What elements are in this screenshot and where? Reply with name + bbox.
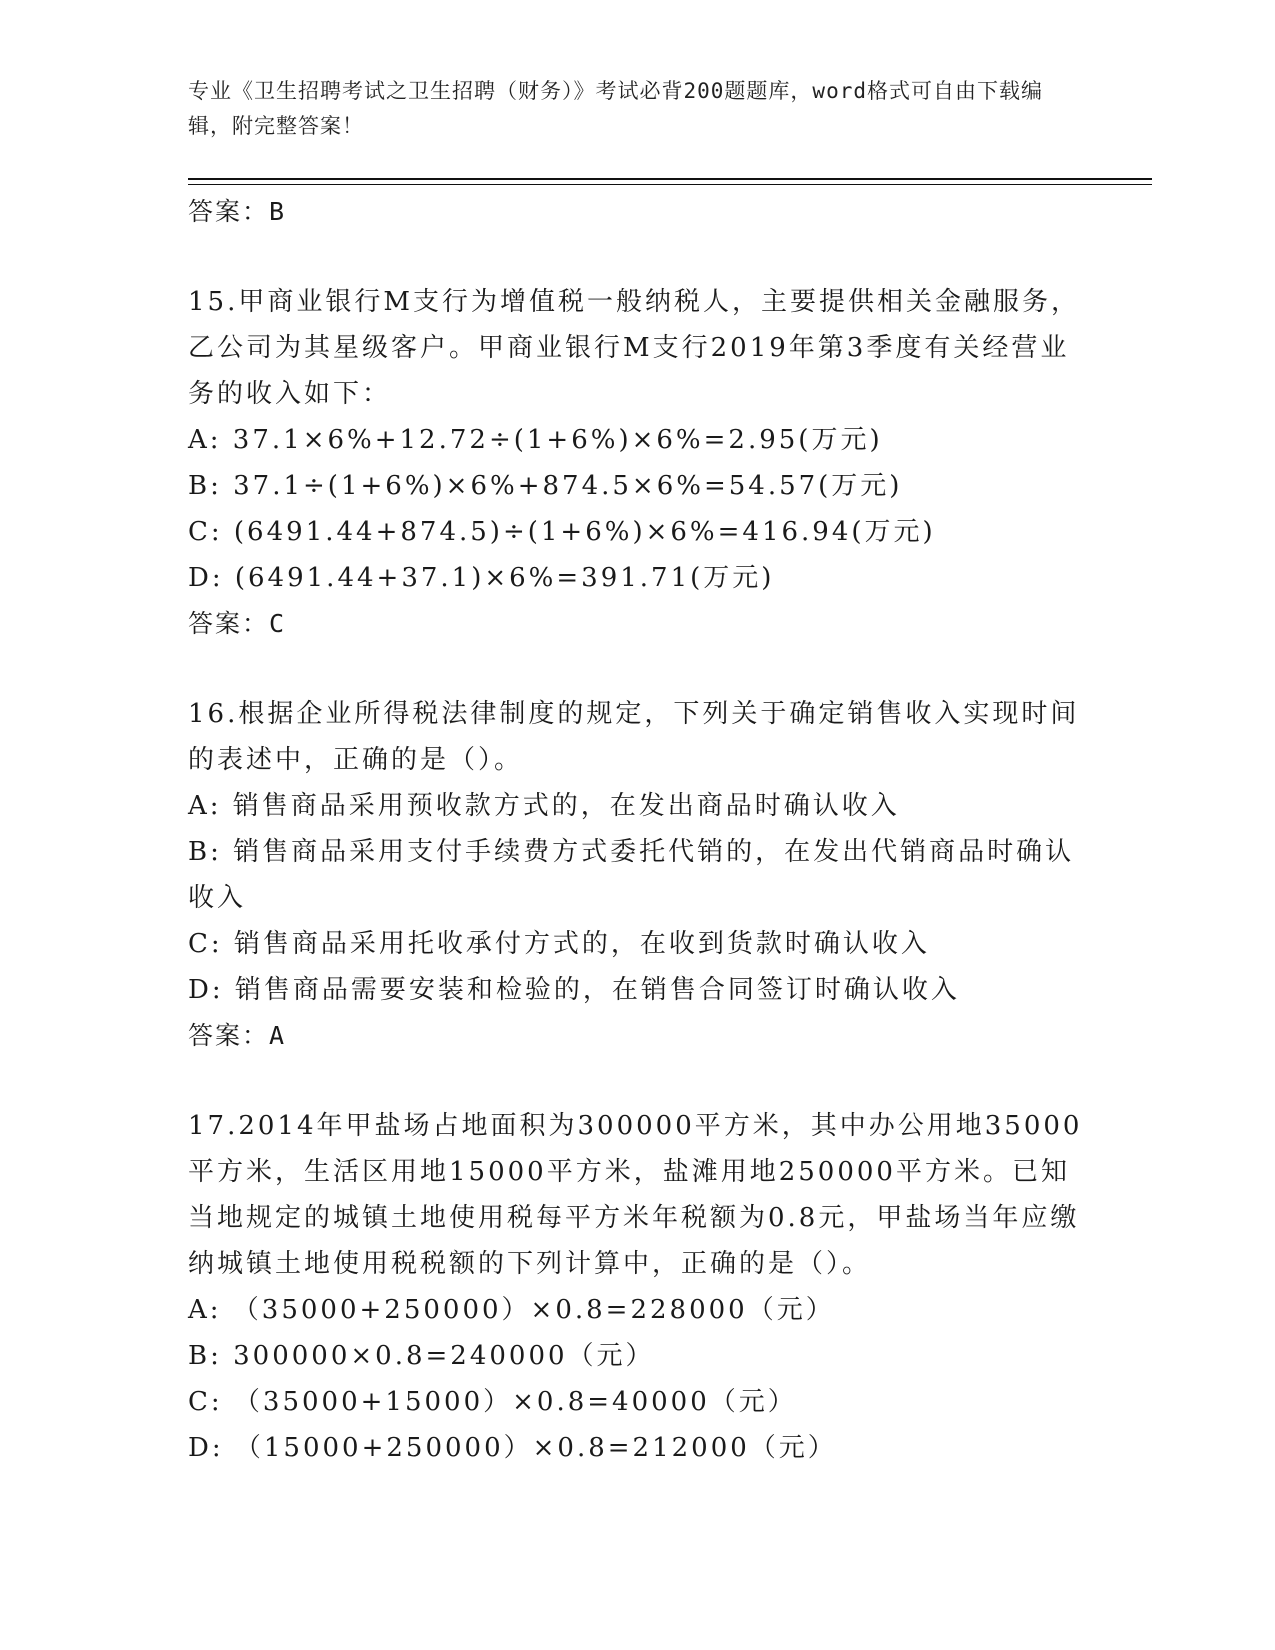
question-stem: 17.2014年甲盐场占地面积为300000平方米，其中办公用地35000平方米，生活区用地15000平方米，盐滩用地250000平方米。已知当地规定的城镇土地使用税每平方米年税额为0.8元，甲盐场当年应缴纳城镇土地使用税税额的下列计算中，正确的是（）。 bbox=[188, 1111, 1083, 1279]
question-stem: 16.根据企业所得税法律制度的规定，下列关于确定销售收入实现时间的表述中，正确的是（）。 bbox=[188, 699, 1080, 775]
question-stem: 15.甲商业银行M支行为增值税一般纳税人，主要提供相关金融服务，乙公司为其星级客户。甲商业银行M支行2019年第3季度有关经营业务的收入如下： bbox=[188, 287, 1080, 409]
header-divider-thin bbox=[188, 184, 1152, 185]
option-a: A: 37.1×6%+12.72÷(1+6%)×6%=2.95(万元) bbox=[188, 425, 883, 455]
question-16 bbox=[188, 691, 1088, 1059]
spacer bbox=[188, 235, 1088, 279]
spacer bbox=[188, 647, 1088, 691]
option-c: C: 销售商品采用托收承付方式的，在收到货款时确认收入 bbox=[188, 929, 930, 959]
option-a: A: 销售商品采用预收款方式的，在发出商品时确认收入 bbox=[188, 791, 900, 821]
document-body bbox=[188, 189, 1088, 1471]
answer-line: 答案：B bbox=[188, 197, 287, 226]
answer-line: 答案：A bbox=[188, 1021, 287, 1050]
question-17 bbox=[188, 1103, 1088, 1471]
option-c: C: （35000+15000）×0.8=40000（元） bbox=[188, 1387, 797, 1417]
header-divider-thick bbox=[188, 178, 1152, 180]
answer-line: 答案：C bbox=[188, 609, 287, 638]
option-d: D: 销售商品需要安装和检验的，在销售合同签订时确认收入 bbox=[188, 975, 960, 1005]
spacer bbox=[188, 1059, 1088, 1103]
option-b: B: 销售商品采用支付手续费方式委托代销的，在发出代销商品时确认收入 bbox=[188, 837, 1075, 913]
option-d: D: （15000+250000）×0.8=212000（元） bbox=[188, 1433, 837, 1463]
document-header: 专业《卫生招聘考试之卫生招聘（财务）》考试必背200题题库，word格式可自由下载编辑，附完整答案！ bbox=[188, 79, 1043, 138]
option-b: B: 300000×0.8=240000（元） bbox=[188, 1341, 655, 1371]
option-d: D: (6491.44+37.1)×6%=391.71(万元) bbox=[188, 563, 775, 593]
option-a: A: （35000+250000）×0.8=228000（元） bbox=[188, 1295, 835, 1325]
option-b: B: 37.1÷(1+6%)×6%+874.5×6%=54.57(万元) bbox=[188, 471, 903, 501]
option-c: C: (6491.44+874.5)÷(1+6%)×6%=416.94(万元) bbox=[188, 517, 936, 547]
question-15 bbox=[188, 279, 1088, 647]
